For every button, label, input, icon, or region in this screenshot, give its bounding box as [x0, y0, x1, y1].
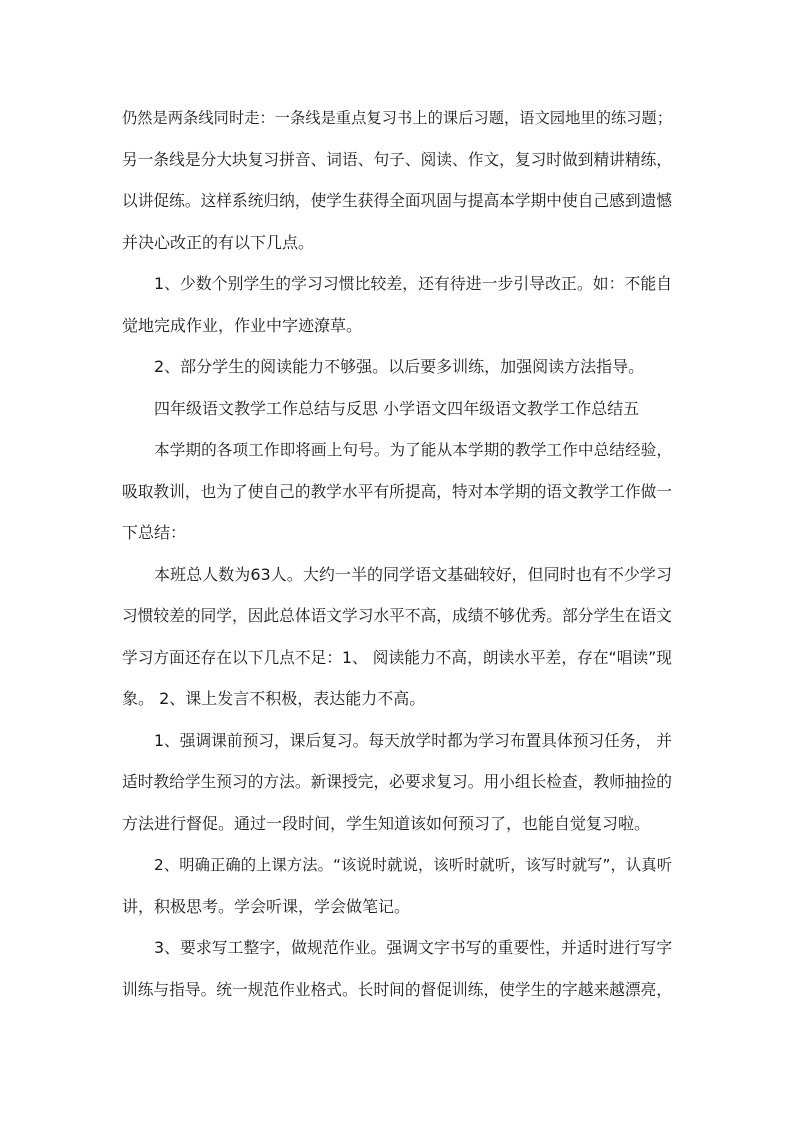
text-line: 3、要求写工整字，做规范作业。强调文字书写的重要性，并适时进行写字: [154, 938, 672, 957]
text-line: 象。 2、课上发言不积极，表达能力不高。: [122, 689, 426, 708]
text-line: 四年级语文教学工作总结与反思 小学语文四年级语文教学工作总结五: [154, 399, 640, 418]
text-line: 2、部分学生的阅读能力不够强。以后要多训练，加强阅读方法指导。: [154, 357, 645, 376]
text-line: 方法进行督促。通过一段时间，学生知道该如何预习了，也能自觉复习啦。: [122, 814, 651, 833]
text-line: 习惯较差的同学，因此总体语文学习水平不高，成绩不够优秀。部分学生在语文: [122, 606, 672, 625]
text-line: 1、强调课前预习，课后复习。每天放学时都为学习布置具体预习任务， 并: [154, 731, 672, 750]
text-line: 以讲促练。这样系统归纳，使学生获得全面巩固与提高本学期中使自己感到遗憾: [122, 191, 672, 210]
text-line: 学习方面还存在以下几点不足：1、 阅读能力不高，朗读水平差，存在“唱读”现: [122, 648, 672, 667]
text-line: 觉地完成作业，作业中字迹潦草。: [122, 316, 363, 335]
text-line: 吸取教训，也为了使自己的教学水平有所提高，特对本学期的语文教学工作做一: [122, 482, 672, 501]
text-line: 适时教给学生预习的方法。新课授完，必要求复习。用小组长检查，教师抽捡的: [122, 772, 672, 791]
text-line: 仍然是两条线同时走：一条线是重点复习书上的课后习题，语文园地里的练习题；: [122, 109, 672, 127]
text-line: 训练与指导。统一规范作业格式。长时间的督促训练，使学生的字越来越漂亮，: [122, 980, 672, 999]
text-line: 并决心改正的有以下几点。: [122, 233, 315, 252]
text-line: 讲，积极思考。学会听课，学会做笔记。: [122, 897, 411, 916]
text-line: 1、少数个别学生的学习习惯比较差，还有待进一步引导改正。如：不能自: [154, 274, 672, 293]
text-line: 另一条线是分大块复习拼音、词语、句子、阅读、作文，复习时做到精讲精练，: [122, 150, 672, 169]
text-line: 本班总人数为63人。大约一半的同学语文基础较好，但同时也有不少学习: [154, 565, 672, 584]
text-line: 下总结：: [122, 523, 187, 542]
text-line: 本学期的各项工作即将画上句号。为了能从本学期的教学工作中总结经验，: [154, 441, 672, 459]
text-line: 2、明确正确的上课方法。“该说时就说，该听时就听，该写时就写”，认真听: [154, 856, 672, 874]
